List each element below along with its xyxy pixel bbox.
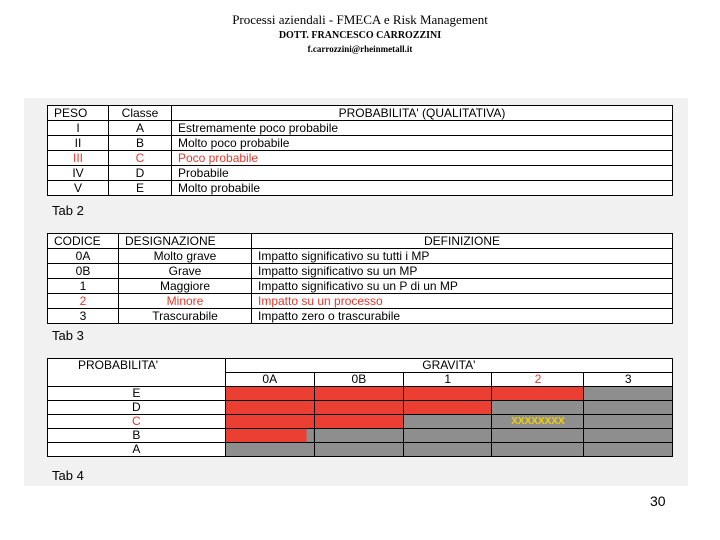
description-cell: Molto probabile [172, 181, 673, 196]
table-row [48, 136, 673, 151]
classe-cell: A [109, 121, 172, 136]
matrix-cell [225, 429, 314, 443]
matrix-cell [314, 415, 403, 429]
matrix-cell [314, 387, 403, 401]
designation-cell: Minore [119, 294, 252, 309]
description-cell: Molto poco probabile [172, 136, 673, 151]
table-caption: Tab 2 [52, 203, 84, 218]
column-label: 0A [225, 373, 314, 387]
probability-header: PROBABILITA' [48, 359, 226, 387]
table-header-row [48, 234, 673, 249]
matrix-cell [584, 401, 673, 415]
matrix-row [48, 401, 673, 415]
table-row [48, 309, 673, 324]
table-row [48, 181, 673, 196]
matrix-cell [403, 415, 492, 429]
matrix-cell [225, 443, 314, 457]
page-number: 30 [650, 493, 666, 509]
designation-cell: Trascurabile [119, 309, 252, 324]
classe-cell: B [109, 136, 172, 151]
severity-table [47, 233, 673, 324]
classe-cell: C [109, 151, 172, 166]
risk-marker: XXXXXXXX [511, 416, 565, 427]
row-label: C [48, 415, 226, 429]
description-cell: Probabile [172, 166, 673, 181]
code-cell: 0B [48, 264, 119, 279]
code-cell: 0A [48, 249, 119, 264]
description-cell: Estremamente poco probabile [172, 121, 673, 136]
matrix-cell [403, 401, 492, 415]
matrix-cell [492, 443, 584, 457]
designation-cell: Grave [119, 264, 252, 279]
matrix-cell-selected [492, 415, 584, 429]
code-cell: 3 [48, 309, 119, 324]
table-header-row [48, 106, 673, 121]
table-caption: Tab 4 [52, 468, 84, 483]
probability-table [47, 105, 673, 196]
peso-cell: II [48, 136, 109, 151]
matrix-cell [225, 401, 314, 415]
matrix-cell [584, 415, 673, 429]
matrix-cell [314, 401, 403, 415]
row-label: D [48, 401, 226, 415]
classe-cell: E [109, 181, 172, 196]
code-cell: 1 [48, 279, 119, 294]
code-cell: 2 [48, 294, 119, 309]
row-label: B [48, 429, 226, 443]
column-header: DEFINIZIONE [252, 234, 673, 249]
column-header: DESIGNAZIONE [119, 234, 252, 249]
peso-cell: III [48, 151, 109, 166]
matrix-cell [403, 443, 492, 457]
column-label: 3 [584, 373, 673, 387]
column-header: PROBABILITA' (QUALITATIVA) [172, 106, 673, 121]
table-row [48, 166, 673, 181]
column-label: 2 [492, 373, 584, 387]
column-header: PESO [48, 106, 109, 121]
matrix-cell [584, 387, 673, 401]
matrix-cell [225, 415, 314, 429]
risk-matrix [47, 358, 673, 457]
page-title: Processi aziendali - FMECA e Risk Management [232, 12, 488, 27]
table-row [48, 264, 673, 279]
matrix-cell [225, 387, 314, 401]
matrix-cell [314, 429, 403, 443]
matrix-cell [492, 401, 584, 415]
definition-cell: Impatto su un processo [252, 294, 673, 309]
column-label: 1 [403, 373, 492, 387]
matrix-cell [492, 387, 584, 401]
matrix-cell [403, 429, 492, 443]
matrix-cell [314, 443, 403, 457]
matrix-row [48, 443, 673, 457]
classe-cell: D [109, 166, 172, 181]
definition-cell: Impatto significativo su un P di un MP [252, 279, 673, 294]
matrix-cell [403, 387, 492, 401]
matrix-cell [584, 429, 673, 443]
table-row [48, 279, 673, 294]
author-email: f.carrozzini@rheinmetall.it [307, 44, 413, 54]
definition-cell: Impatto zero o trascurabile [252, 309, 673, 324]
row-label: E [48, 387, 226, 401]
definition-cell: Impatto significativo su tutti i MP [252, 249, 673, 264]
table-row-highlighted [48, 294, 673, 309]
matrix-cell [584, 443, 673, 457]
severity-header: GRAVITA' [225, 359, 672, 373]
peso-cell: IV [48, 166, 109, 181]
matrix-row-highlighted [48, 415, 673, 429]
matrix-cell [492, 429, 584, 443]
column-label: 0B [314, 373, 403, 387]
definition-cell: Impatto significativo su un MP [252, 264, 673, 279]
table-row [48, 249, 673, 264]
matrix-row [48, 429, 673, 443]
designation-cell: Maggiore [119, 279, 252, 294]
matrix-header-row [48, 359, 673, 373]
table-row [48, 121, 673, 136]
column-header: Classe [109, 106, 172, 121]
description-cell: Poco probabile [172, 151, 673, 166]
table-row-highlighted [48, 151, 673, 166]
row-label: A [48, 443, 226, 457]
table-caption: Tab 3 [52, 328, 84, 343]
author-name: DOTT. FRANCESCO CARROZZINI [278, 30, 442, 41]
column-header: CODICE [48, 234, 119, 249]
peso-cell: I [48, 121, 109, 136]
designation-cell: Molto grave [119, 249, 252, 264]
matrix-row [48, 387, 673, 401]
peso-cell: V [48, 181, 109, 196]
